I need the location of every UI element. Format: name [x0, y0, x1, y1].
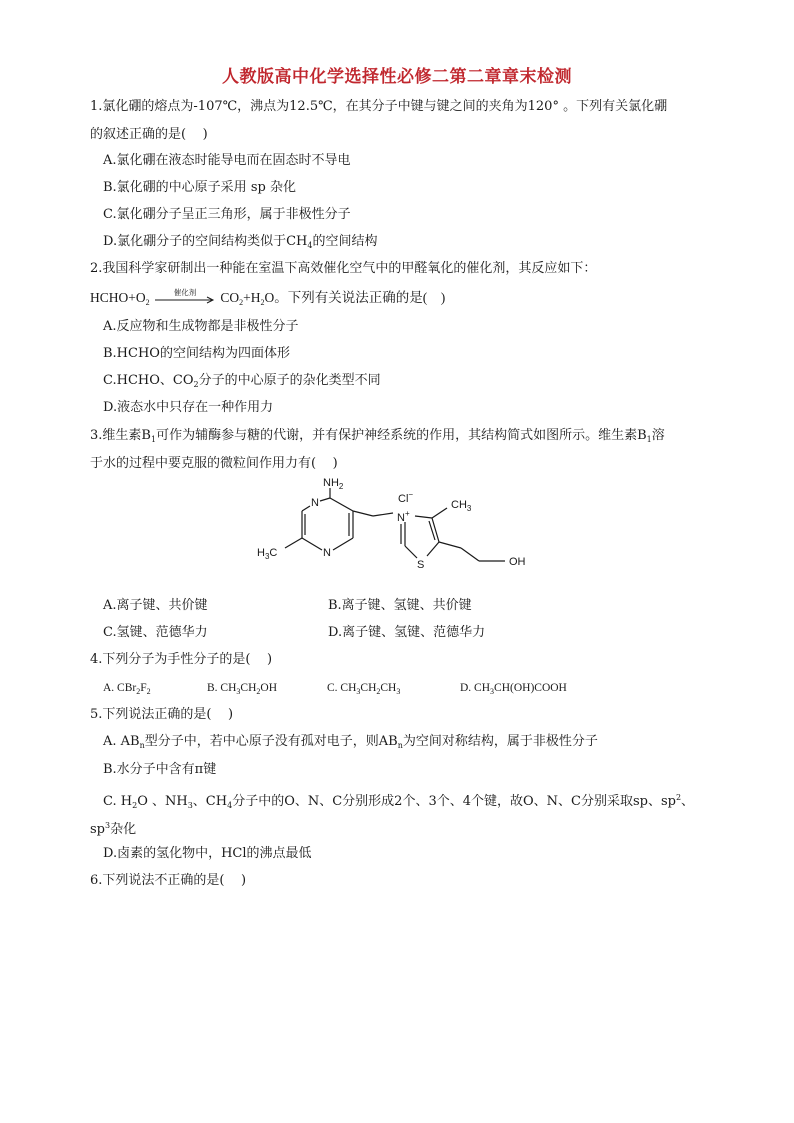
subscript: 1: [646, 435, 652, 444]
q3-text: 可作为辅酶参与糖的代谢，并有保护神经系统的作用，其结构简式如图所示。维生素B: [156, 428, 647, 443]
q3-option-a: A.离子键、共价键: [103, 598, 208, 613]
q2-option-d: D.液态水中只存在一种作用力: [103, 400, 274, 415]
question-4-stem: 4.下列分子为手性分子的是( ): [90, 652, 273, 667]
q2-option-c: [103, 372, 381, 394]
question-3-stem-line2: 于水的过程中要克服的微粒间作用力有( ): [90, 456, 338, 471]
q1-option-d: [103, 233, 378, 255]
q5-option-c: C. $H_2O$ 、$NH_3$、$CH_4$分子中的O、N、C分别形成2个、3个、4个键，故O、N、C分别采取sp、$sp^2$、: [103, 793, 695, 810]
question-1-stem-line2: 的叙述正确的是( ): [90, 127, 208, 142]
q1-stem-part: 1.氯化硼的熔点为-107℃，沸点为12.5℃，在其分子中键与键之间的夹角为120°: [90, 99, 559, 114]
eq-text: O: [264, 290, 275, 305]
q1-stem-part: 。下列有关氯化硼: [563, 99, 668, 114]
eq-text: HCHO+O: [90, 290, 146, 305]
q2-option-a: A.反应物和生成物都是非极性分子: [103, 319, 299, 334]
q3-option-b: B.离子键、氢键、共价键: [328, 598, 472, 613]
q5-option-b: B.水分子中含有π键: [103, 762, 217, 777]
q1-d-text: D.氯化硼分子的空间结构类似于CH: [103, 234, 308, 249]
subscript: 2: [239, 298, 244, 307]
q3-text: 3.维生素B: [90, 428, 151, 443]
question-2-stem: 2.我国科学家研制出一种能在室温下高效催化空气中的甲醛氧化的催化剂，其反应如下：: [90, 261, 597, 276]
q1-d-text: 的空间结构: [312, 234, 378, 249]
oh-label: OH: [509, 556, 526, 568]
q1-option-a: A.氯化硼在液态时能导电而在固态时不导电: [103, 153, 351, 168]
q3-option-c: C.氢键、范德华力: [103, 625, 208, 640]
n-plus-label: N+: [397, 509, 410, 524]
vitamin-b1-structure: [255, 476, 545, 586]
question-3-stem: [90, 427, 665, 449]
question-1-stem: [90, 98, 667, 116]
q2-c-text: 分子的中心原子的杂化类型不同: [198, 373, 381, 388]
q4-option-c: C. $CH_3CH_2CH_3$: [327, 682, 401, 696]
sulfur-label: S: [417, 559, 425, 571]
q5-option-c-line2: $sp^3$杂化: [90, 821, 137, 837]
eq-text: +H: [243, 290, 261, 305]
reaction-arrow: [155, 287, 215, 305]
q2-c-text: C.HCHO、CO: [103, 373, 194, 388]
q2-option-b: B.HCHO的空间结构为四面体形: [103, 346, 290, 361]
ch3-label: $CH_3$: [451, 499, 472, 513]
ring-n2-label: N: [323, 547, 331, 559]
catalyst-label: 催化剂: [173, 287, 197, 297]
eq-text: CO: [220, 290, 240, 305]
page-title: 人教版高中化学选择性必修二第二章章末检测: [222, 67, 572, 87]
subscript: 4: [307, 241, 313, 250]
thiazole-ring: [401, 508, 505, 561]
arrow-icon: [155, 296, 215, 304]
eq-text: 。下列有关说法正确的是( ): [274, 290, 446, 305]
nh2-label: $NH_2$: [323, 477, 344, 491]
h3c-label: $H_3C$: [257, 547, 278, 561]
q1-option-b: B.氯化硼的中心原子采用 sp 杂化: [103, 180, 296, 195]
question-6-stem: 6.下列说法不正确的是( ): [90, 873, 247, 888]
ring-n1-label: N: [311, 497, 319, 509]
q5-option-d: D.卤素的氢化物中，HCl的沸点最低: [103, 846, 312, 861]
q1-option-c: C.氯化硼分子呈正三角形，属于非极性分子: [103, 207, 351, 222]
pyrimidine-ring: [285, 488, 393, 550]
chloride-label: Cl−: [398, 490, 414, 505]
q5-option-a: A. $AB_n$型分子中，若中心原子没有孤对电子，则$AB_n$为空间对称结构，属于非极性分子: [103, 734, 598, 750]
question-5-stem: 5.下列说法正确的是( ): [90, 707, 234, 722]
subscript: 2: [260, 298, 265, 307]
q2-equation: [90, 289, 445, 312]
subscript: 1: [150, 435, 157, 444]
subscript: 2: [145, 298, 150, 307]
q3-option-d: D.离子键、氢键、范德华力: [328, 625, 486, 640]
q4-option-b: B. $CH_3CH_2OH$: [207, 682, 278, 696]
q3-text: 溶: [651, 428, 665, 443]
q4-option-a: A. $CBr_2F_2$: [103, 682, 151, 696]
subscript: 2: [193, 380, 199, 389]
q4-option-d: D. $CH_3CH(OH)COOH$: [460, 682, 567, 696]
